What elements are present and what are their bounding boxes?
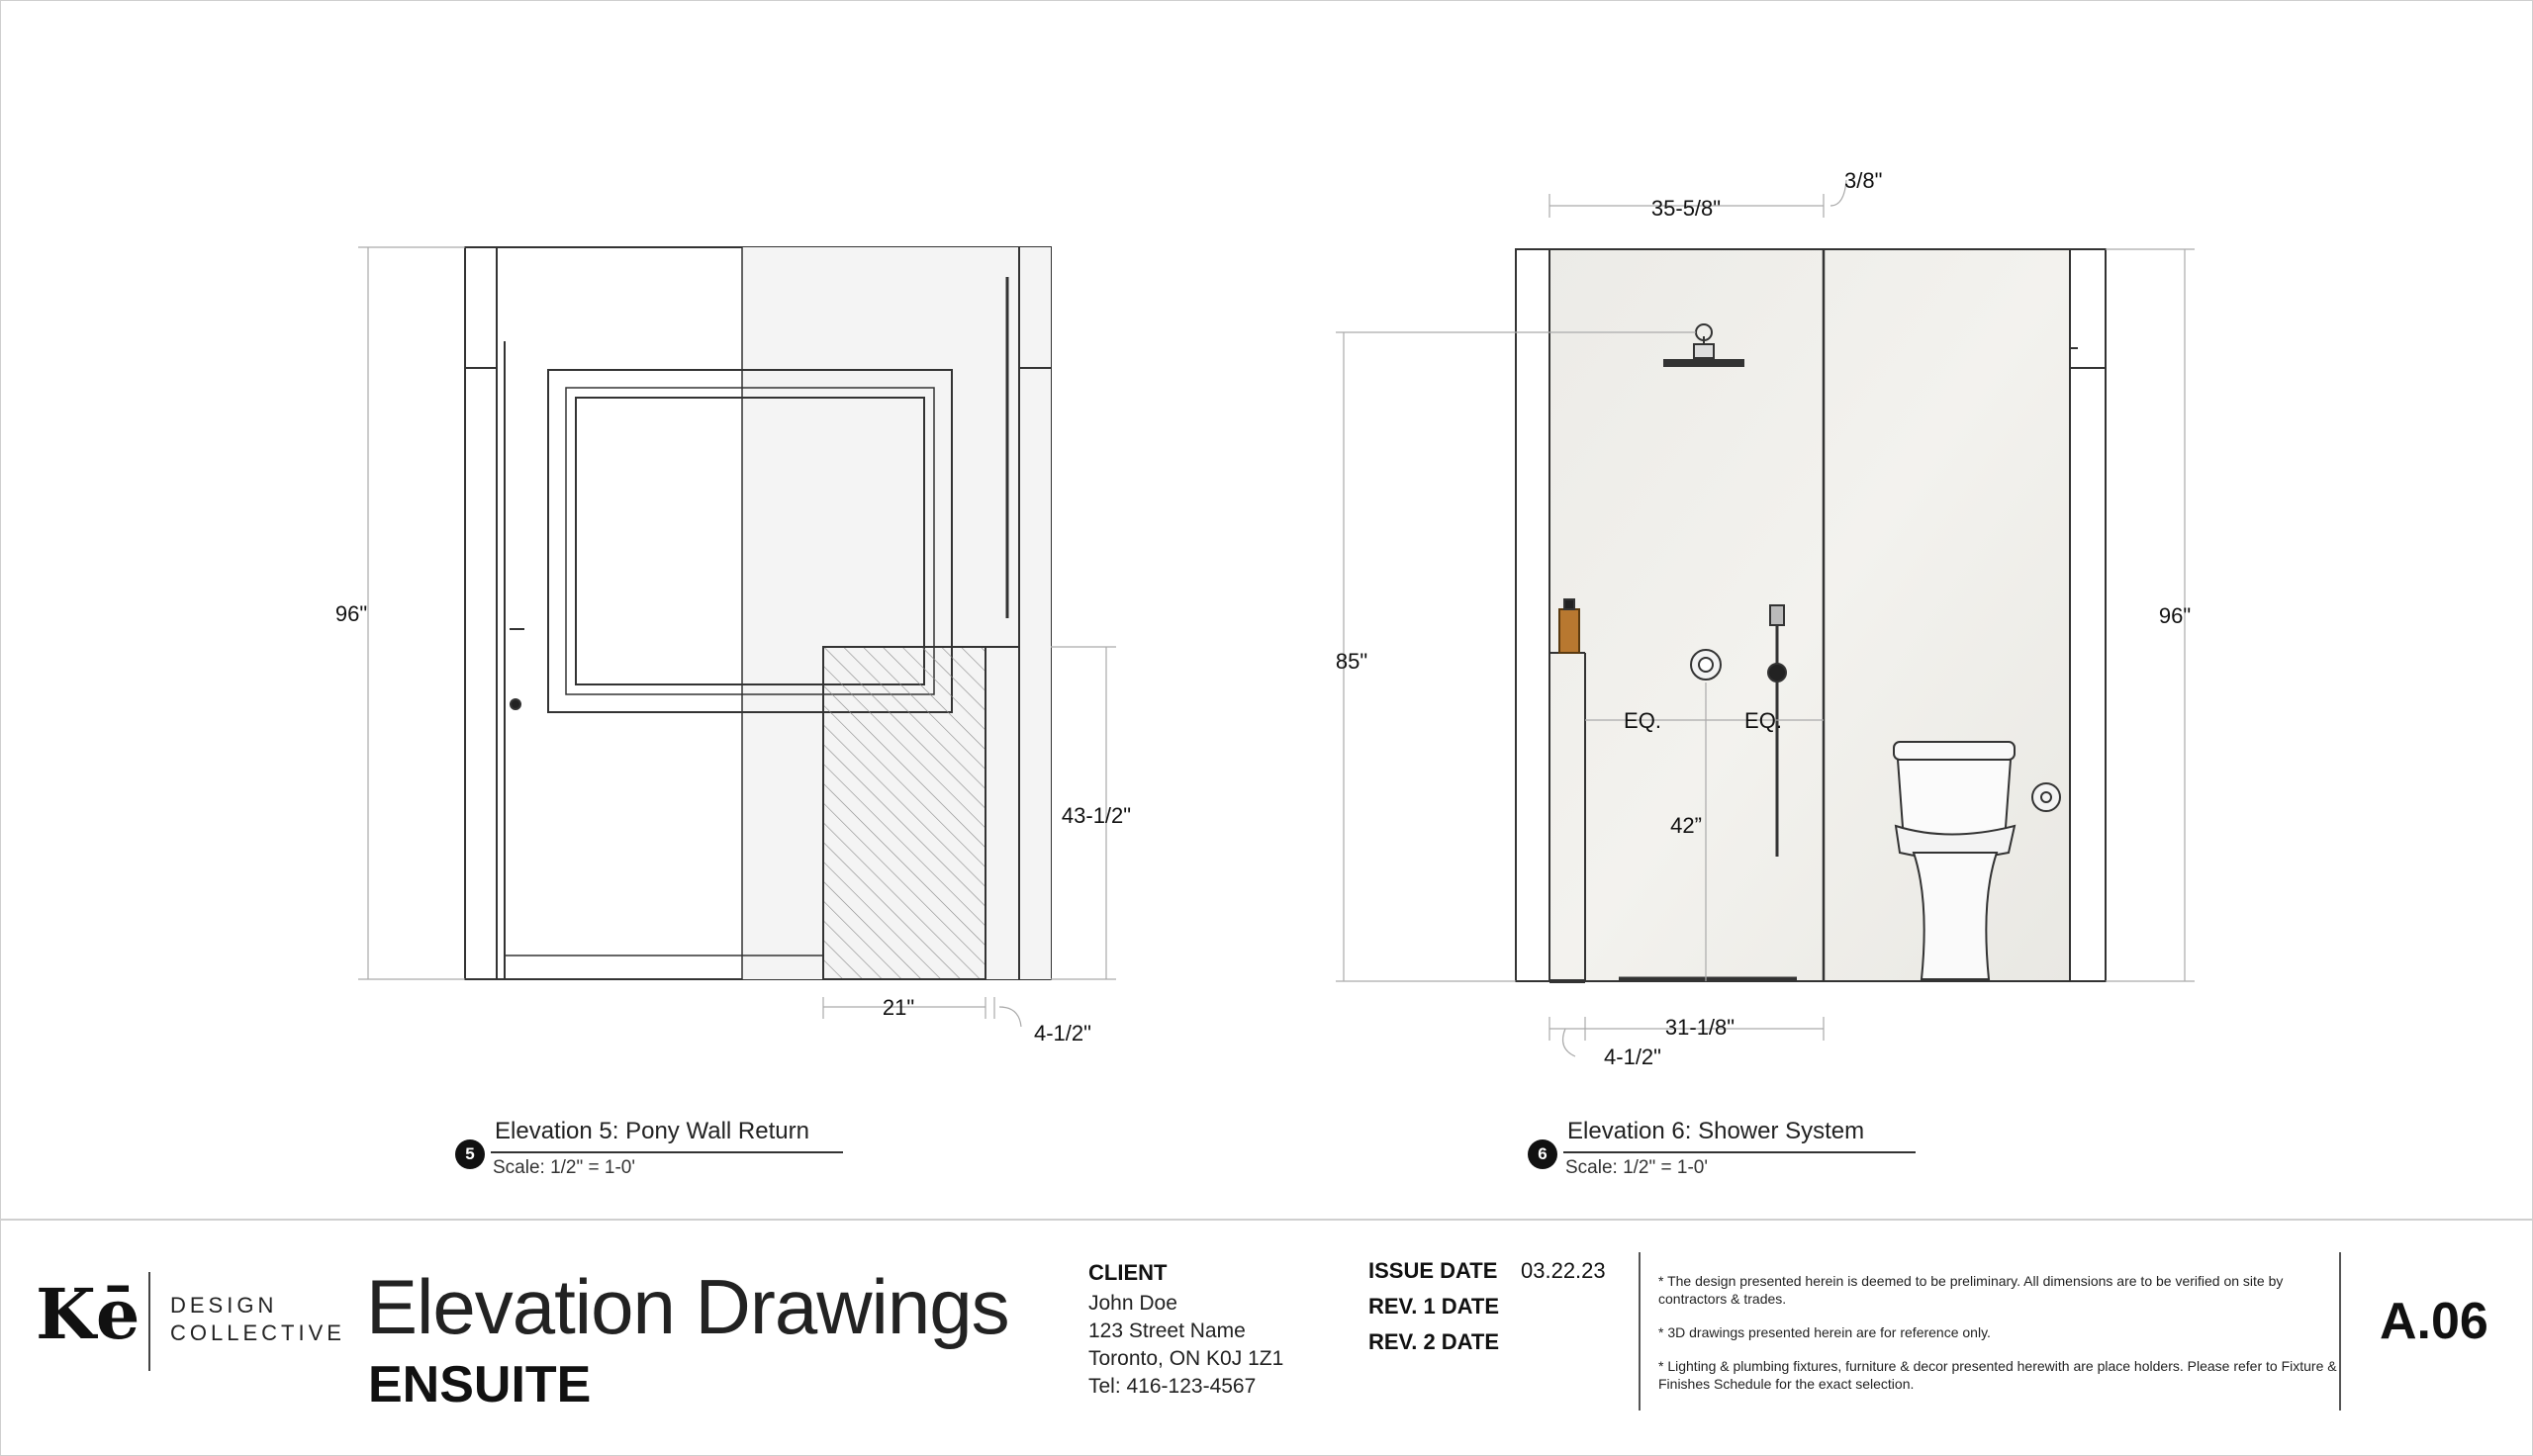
logo-line-1: DESIGN — [170, 1293, 278, 1318]
toilet-paper-holder — [2032, 783, 2060, 811]
dim-height-96: 96" — [334, 601, 368, 626]
dim-shower-head-height: 85" — [1335, 649, 1368, 674]
logo-mark: Kē — [36, 1273, 141, 1355]
note-2: * 3D drawings presented herein are for reference only. — [1658, 1324, 1991, 1340]
elevation-5-scale: Scale: 1/2" = 1-0' — [493, 1157, 635, 1178]
logo-text — [170, 1292, 345, 1347]
dim-eq-right: EQ. — [1744, 708, 1782, 733]
client-street: 123 Street Name — [1088, 1320, 1246, 1342]
notes-divider-left — [1639, 1252, 1641, 1410]
client-name: John Doe — [1088, 1292, 1177, 1315]
dim-bottom-return: 4-1/2" — [1604, 1045, 1661, 1069]
notes-divider-right — [2339, 1252, 2341, 1410]
client-city: Toronto, ON K0J 1Z1 — [1088, 1347, 1284, 1370]
logo-divider — [148, 1272, 150, 1371]
logo-line-2: COLLECTIVE — [170, 1320, 345, 1345]
sheet-subtitle: ENSUITE — [368, 1356, 592, 1413]
issue-date-label: ISSUE DATE — [1368, 1258, 1498, 1283]
elevation-5-number-badge: 5 — [455, 1139, 485, 1169]
dim-top-width: 35-5/8" — [1650, 196, 1722, 221]
notes-block — [1658, 1272, 2341, 1409]
pony-wall-hatched — [823, 647, 985, 979]
client-label: CLIENT — [1088, 1260, 1168, 1285]
rev-1-date-label: REV. 1 DATE — [1368, 1294, 1500, 1319]
dim-bottom-width: 31-1/8" — [1664, 1015, 1736, 1040]
issue-date-value: 03.22.23 — [1521, 1258, 1606, 1283]
dim-pony-width: 21" — [882, 995, 915, 1020]
elevation-6-scale: Scale: 1/2" = 1-0' — [1565, 1157, 1708, 1178]
note-3: * Lighting & plumbing fixtures, furniture & decor presented herewith are place holders. Please refer to Fixture & Finishes Schedule for the exact selection. — [1658, 1358, 2337, 1392]
elevation-6-drawing — [1336, 168, 2195, 1069]
elevation-5-caption-rule — [491, 1151, 843, 1153]
sheet-title: Elevation Drawings — [366, 1263, 1009, 1350]
elevation-6-title: Elevation 6: Shower System — [1567, 1118, 1865, 1144]
rev-2-date-label: REV. 2 DATE — [1368, 1329, 1500, 1354]
sheet-number: A.06 — [2380, 1293, 2488, 1350]
client-tel: Tel: 416-123-4567 — [1088, 1375, 1257, 1398]
elevation-6-number-badge: 6 — [1528, 1139, 1557, 1169]
door-handle — [511, 699, 520, 709]
dim-height-96: 96" — [2158, 603, 2192, 628]
elevation-6-caption-rule — [1563, 1151, 1916, 1153]
dim-pony-height: 43-1/2" — [1061, 803, 1132, 828]
title-block — [0, 1219, 2533, 1456]
elevation-5-title: Elevation 5: Pony Wall Return — [495, 1118, 809, 1144]
shower-valve — [1691, 650, 1721, 680]
dim-return-width: 4-1/2" — [1034, 1021, 1091, 1046]
dim-eq-left: EQ. — [1624, 708, 1661, 733]
dim-top-gap: 3/8" — [1844, 168, 1883, 193]
elevation-5-drawing — [335, 247, 1131, 1046]
note-1: * The design presented herein is deemed to be preliminary. All dimensions are to be verified on site by contractors & trades. — [1658, 1273, 2284, 1307]
dim-valve-height: 42” — [1670, 813, 1702, 838]
